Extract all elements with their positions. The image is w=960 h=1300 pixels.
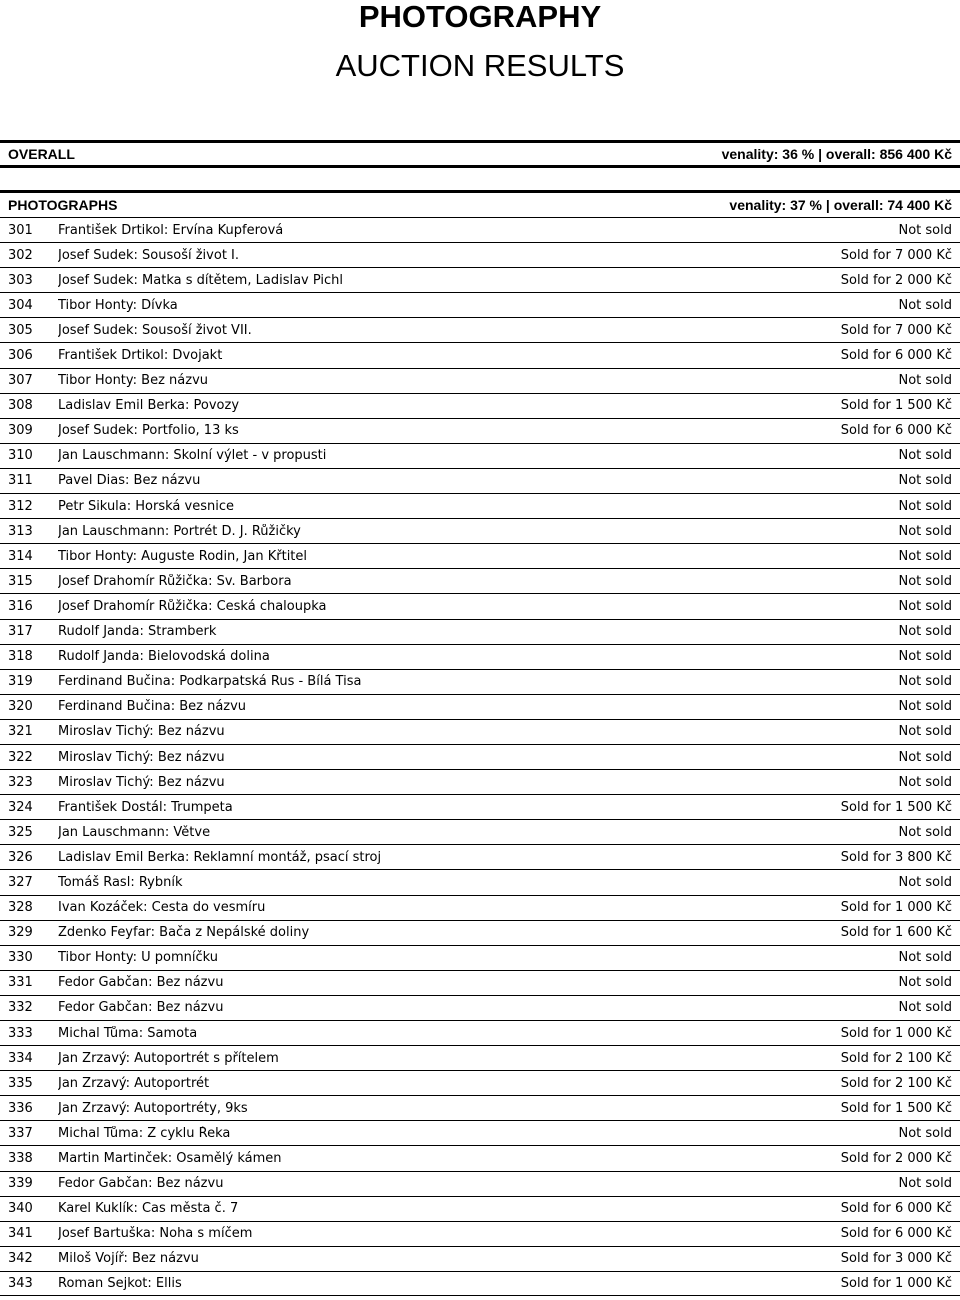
lot-result: Sold for 6 000 Kč <box>840 423 952 439</box>
table-row <box>0 945 960 970</box>
lot-result: Not sold <box>898 950 952 966</box>
lot-result: Not sold <box>898 975 952 991</box>
section-label: PHOTOGRAPHS <box>8 197 118 213</box>
lot-title: Josef Sudek: Matka s dítětem, Ladislav Pichl <box>58 272 344 288</box>
lot-title: Ivan Kozáček: Cesta do vesmíru <box>58 900 266 916</box>
table-row <box>0 493 960 518</box>
lot-title: Jan Lauschmann: Portrét D. J. Růžičky <box>58 523 301 539</box>
lot-title: Martin Martinček: Osamělý kámen <box>58 1151 282 1167</box>
table-row <box>0 869 960 894</box>
lot-result: Sold for 1 500 Kč <box>840 799 952 815</box>
table-row <box>0 1271 960 1296</box>
lot-title: Josef Bartuška: Noha s míčem <box>58 1226 253 1242</box>
table-row <box>0 895 960 920</box>
table-row <box>0 342 960 367</box>
lot-result: Not sold <box>898 724 952 740</box>
table-row <box>0 844 960 869</box>
lot-title: František Drtikol: Ervína Kupferová <box>58 222 284 238</box>
lot-title: Miroslav Tichý: Bez názvu <box>58 774 225 790</box>
lot-result: Not sold <box>898 699 952 715</box>
lot-result: Sold for 6 000 Kč <box>840 348 952 364</box>
lot-title: Ladislav Emil Berka: Reklamní montáž, psací stroj <box>58 849 382 865</box>
lot-title: Josef Drahomír Růžička: Česká chaloupka <box>58 598 327 614</box>
lot-number: 320 <box>8 699 33 715</box>
lot-result: Sold for 2 000 Kč <box>840 1151 952 1167</box>
section-stats: venality: 37 % | overall: 74 400 Kč <box>729 197 952 213</box>
table-row <box>0 619 960 644</box>
lot-title: Jan Zrzavý: Autoportrét s přítelem <box>58 1050 279 1066</box>
lot-result: Sold for 6 000 Kč <box>840 1201 952 1217</box>
lot-title: Ladislav Emil Berka: Povozy <box>58 398 240 414</box>
lot-number: 303 <box>8 272 33 288</box>
table-row <box>0 719 960 744</box>
lot-title: Karel Kuklík: Čas města č. 7 <box>58 1201 239 1217</box>
lot-number: 329 <box>8 925 33 941</box>
lot-number: 331 <box>8 975 33 991</box>
table-row <box>0 694 960 719</box>
lot-title: Michal Tůma: Z cyklu Řeka <box>58 1125 231 1141</box>
lot-number: 322 <box>8 749 33 765</box>
lot-title: František Dostál: Trumpeta <box>58 799 233 815</box>
lot-number: 318 <box>8 649 33 665</box>
lot-result: Not sold <box>898 573 952 589</box>
lot-number: 302 <box>8 247 33 263</box>
lot-number: 336 <box>8 1100 33 1116</box>
lot-result: Sold for 7 000 Kč <box>840 247 952 263</box>
lot-number: 327 <box>8 874 33 890</box>
table-row <box>0 1221 960 1246</box>
lot-title: Josef Drahomír Růžička: Sv. Barbora <box>58 573 292 589</box>
lot-number: 341 <box>8 1226 33 1242</box>
lot-title: Rudolf Janda: Bielovodská dolina <box>58 649 270 665</box>
lot-title: Rudolf Janda: Štramberk <box>58 624 217 640</box>
lot-result: Sold for 1 500 Kč <box>840 1100 952 1116</box>
lot-title: Miroslav Tichý: Bez názvu <box>58 749 225 765</box>
table-row <box>0 970 960 995</box>
lot-result: Not sold <box>898 297 952 313</box>
lot-result: Sold for 1 000 Kč <box>840 1275 952 1291</box>
lot-result: Sold for 2 100 Kč <box>840 1050 952 1066</box>
lot-number: 324 <box>8 799 33 815</box>
lot-result: Sold for 3 800 Kč <box>840 849 952 865</box>
lot-number: 334 <box>8 1050 33 1066</box>
table-row <box>0 769 960 794</box>
table-row <box>0 995 960 1020</box>
table-row <box>0 669 960 694</box>
overall-stats: venality: 36 % | overall: 856 400 Kč <box>721 146 952 162</box>
lot-number: 304 <box>8 297 33 313</box>
lot-result: Not sold <box>898 874 952 890</box>
lot-title: Tibor Honty: Dívka <box>58 297 178 313</box>
lot-title: Petr Sikula: Horská vesnice <box>58 498 234 514</box>
table-row <box>0 593 960 618</box>
table-row <box>0 1171 960 1196</box>
table-row <box>0 1145 960 1170</box>
lot-title: Jan Zrzavý: Autoportrét <box>58 1075 210 1091</box>
lot-number: 309 <box>8 423 33 439</box>
lot-result: Sold for 6 000 Kč <box>840 1226 952 1242</box>
lot-result: Not sold <box>898 649 952 665</box>
table-row <box>0 468 960 493</box>
lot-title: Fedor Gabčan: Bez názvu <box>58 975 224 991</box>
lot-number: 342 <box>8 1251 33 1267</box>
lot-number: 310 <box>8 448 33 464</box>
lot-title: Miroslav Tichý: Bez názvu <box>58 724 225 740</box>
table-row <box>0 1120 960 1145</box>
table-row <box>0 1196 960 1221</box>
lot-title: Tibor Honty: Bez názvu <box>58 373 208 389</box>
table-row <box>0 644 960 669</box>
lot-title: Tibor Honty: U pomníčku <box>58 950 219 966</box>
lot-title: Jan Zrzavý: Autoportréty, 9ks <box>58 1100 248 1116</box>
lot-number: 307 <box>8 373 33 389</box>
lot-number: 301 <box>8 222 33 238</box>
lot-result: Not sold <box>898 824 952 840</box>
lot-number: 339 <box>8 1176 33 1192</box>
lot-title: Josef Sudek: Sousoší život I. <box>58 247 240 263</box>
table-row <box>0 1020 960 1045</box>
lot-title: Roman Sejkot: Ellis <box>58 1275 182 1291</box>
table-row <box>0 1070 960 1095</box>
lot-number: 317 <box>8 624 33 640</box>
lot-result: Not sold <box>898 373 952 389</box>
table-row <box>0 292 960 317</box>
lot-result: Not sold <box>898 548 952 564</box>
lot-number: 325 <box>8 824 33 840</box>
lot-title: Jan Lauschmann: Větve <box>58 824 211 840</box>
lot-number: 343 <box>8 1275 33 1291</box>
lot-number: 337 <box>8 1125 33 1141</box>
lot-number: 335 <box>8 1075 33 1091</box>
lot-result: Sold for 1 000 Kč <box>840 900 952 916</box>
lot-number: 315 <box>8 573 33 589</box>
lot-result: Not sold <box>898 498 952 514</box>
table-row <box>0 368 960 393</box>
lot-title: Tomáš Rasl: Rybník <box>58 874 183 890</box>
lot-title: Miloš Vojíř: Bez názvu <box>58 1251 199 1267</box>
lot-list <box>0 217 960 1296</box>
lot-number: 321 <box>8 724 33 740</box>
lot-result: Not sold <box>898 1176 952 1192</box>
lot-result: Sold for 1 600 Kč <box>840 925 952 941</box>
overall-label: OVERALL <box>8 146 75 162</box>
page-subtitle: AUCTION RESULTS <box>335 48 625 83</box>
table-row <box>0 543 960 568</box>
lot-title: Josef Sudek: Sousoší život VII. <box>58 322 252 338</box>
lot-title: Michal Tůma: Samota <box>58 1025 198 1041</box>
table-row <box>0 518 960 543</box>
lot-title: Fedor Gabčan: Bez názvu <box>58 1176 224 1192</box>
table-row <box>0 1045 960 1070</box>
lot-result: Not sold <box>898 473 952 489</box>
table-row <box>0 217 960 242</box>
lot-number: 305 <box>8 322 33 338</box>
lot-number: 333 <box>8 1025 33 1041</box>
lot-number: 314 <box>8 548 33 564</box>
table-row <box>0 794 960 819</box>
lot-result: Not sold <box>898 448 952 464</box>
lot-title: Zdenko Feyfar: Bača z Nepálské doliny <box>58 925 310 941</box>
page-title: PHOTOGRAPHY <box>358 0 602 34</box>
lot-number: 311 <box>8 473 33 489</box>
lot-number: 316 <box>8 598 33 614</box>
lot-result: Not sold <box>898 1125 952 1141</box>
lot-title: Tibor Honty: Auguste Rodin, Jan Křtitel <box>58 548 308 564</box>
lot-result: Sold for 3 000 Kč <box>840 1251 952 1267</box>
lot-number: 326 <box>8 849 33 865</box>
lot-result: Not sold <box>898 222 952 238</box>
lot-result: Not sold <box>898 774 952 790</box>
lot-result: Not sold <box>898 523 952 539</box>
lot-title: Josef Sudek: Portfolio, 13 ks <box>58 423 239 439</box>
lot-result: Not sold <box>898 624 952 640</box>
table-row <box>0 443 960 468</box>
section-header-photographs <box>0 190 960 217</box>
lot-result: Sold for 1 000 Kč <box>840 1025 952 1041</box>
lot-title: František Drtikol: Dvojakt <box>58 348 223 364</box>
lot-result: Sold for 2 000 Kč <box>840 272 952 288</box>
table-row <box>0 242 960 267</box>
table-row <box>0 744 960 769</box>
lot-number: 332 <box>8 1000 33 1016</box>
lot-number: 328 <box>8 900 33 916</box>
lot-title: Ferdinand Bučina: Podkarpatská Rus - Bílá Tisa <box>58 674 362 690</box>
table-row <box>0 1246 960 1271</box>
table-row <box>0 393 960 418</box>
lot-title: Ferdinand Bučina: Bez názvu <box>58 699 247 715</box>
lot-title: Fedor Gabčan: Bez názvu <box>58 1000 224 1016</box>
lot-result: Sold for 1 500 Kč <box>840 398 952 414</box>
lot-title: Pavel Dias: Bez názvu <box>58 473 201 489</box>
lot-result: Not sold <box>898 674 952 690</box>
table-row <box>0 418 960 443</box>
lot-number: 338 <box>8 1151 33 1167</box>
lot-title: Jan Lauschmann: Školní výlet - v propusti <box>58 448 327 464</box>
table-row <box>0 267 960 292</box>
table-row <box>0 568 960 593</box>
lot-number: 306 <box>8 348 33 364</box>
lot-number: 323 <box>8 774 33 790</box>
table-row <box>0 920 960 945</box>
lot-number: 330 <box>8 950 33 966</box>
lot-number: 340 <box>8 1201 33 1217</box>
table-row <box>0 1095 960 1120</box>
lot-number: 319 <box>8 674 33 690</box>
lot-number: 308 <box>8 398 33 414</box>
lot-number: 312 <box>8 498 33 514</box>
lot-result: Sold for 7 000 Kč <box>840 322 952 338</box>
lot-result: Not sold <box>898 749 952 765</box>
table-row <box>0 819 960 844</box>
lot-result: Sold for 2 100 Kč <box>840 1075 952 1091</box>
lot-result: Not sold <box>898 1000 952 1016</box>
table-row <box>0 317 960 342</box>
lot-result: Not sold <box>898 598 952 614</box>
overall-summary <box>0 140 960 168</box>
lot-number: 313 <box>8 523 33 539</box>
